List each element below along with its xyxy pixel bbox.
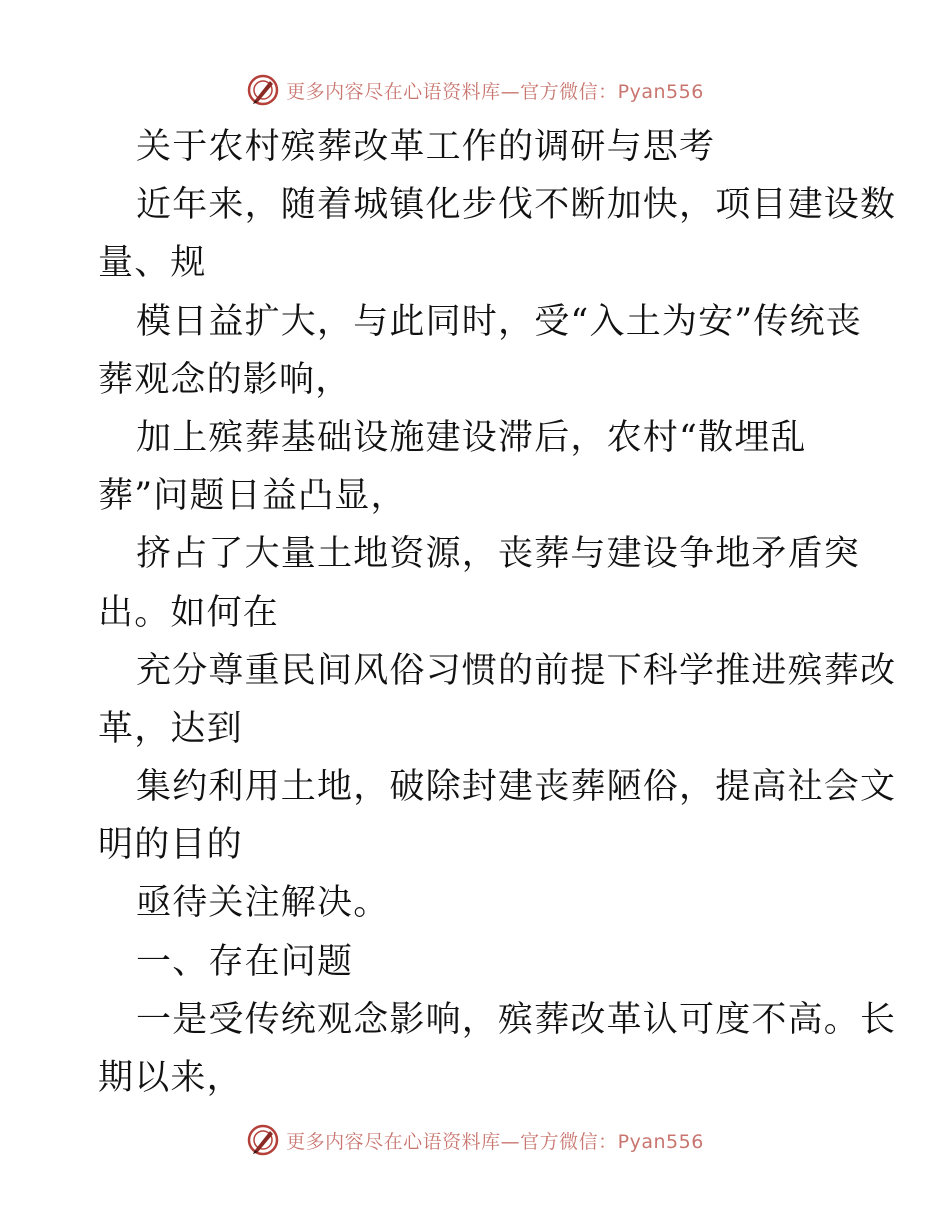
pen-seal-icon [246, 73, 280, 107]
pen-seal-icon [246, 1123, 280, 1157]
footer-banner [0, 1120, 950, 1160]
paragraph-line: 亟待关注解决。 [136, 883, 390, 924]
footer-banner-text: 更多内容尽在心语资料库—官方微信：Pyan556 [286, 1130, 704, 1153]
paragraph-line: 葬”问题日益凸显， [98, 476, 407, 517]
paragraph-line: 量、规 [98, 243, 207, 284]
document-body [98, 118, 897, 1107]
footer-banner-content [246, 1123, 704, 1157]
paragraph-line: 期以来， [98, 1058, 243, 1098]
paragraph-line: 明的目的 [98, 825, 243, 866]
paragraph-line: 充分尊重民间风俗习惯的前提下科学推进殡葬改 [136, 650, 897, 691]
paragraph-line: 加上殡葬基础设施建设滞后，农村“散埋乱 [136, 417, 807, 458]
header-banner [0, 70, 950, 110]
document-title: 关于农村殡葬改革工作的调研与思考 [136, 127, 716, 167]
section-heading: 一、存在问题 [136, 941, 354, 982]
paragraph-line: 模日益扩大，与此同时，受“入土为安”传统丧 [136, 301, 862, 342]
paragraph-line: 革，达到 [98, 708, 243, 749]
paragraph-line: 一是受传统观念影响，殡葬改革认可度不高。长 [136, 999, 897, 1040]
paragraph-line: 集约利用土地，破除封建丧葬陋俗，提高社会文 [136, 767, 897, 808]
header-banner-text: 更多内容尽在心语资料库—官方微信：Pyan556 [286, 80, 704, 103]
header-banner-content [246, 73, 704, 107]
paragraph-line: 挤占了大量土地资源，丧葬与建设争地矛盾突 [136, 534, 861, 575]
paragraph-line: 近年来，随着城镇化步伐不断加快，项目建设数 [136, 185, 897, 226]
paragraph-line: 出。如何在 [98, 592, 280, 633]
paragraph-line: 葬观念的影响， [98, 359, 352, 400]
